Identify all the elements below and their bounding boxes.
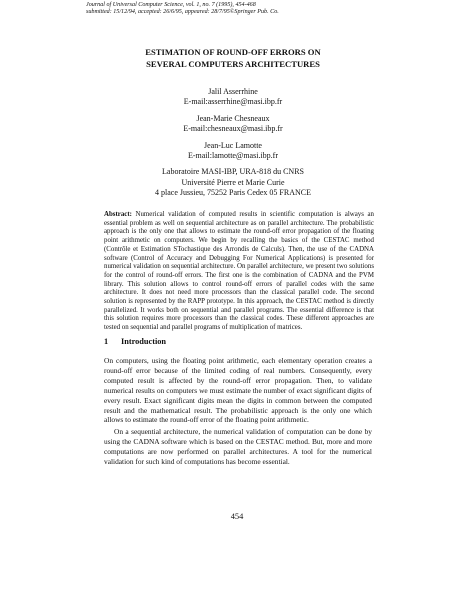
author-entry (80, 87, 386, 108)
submission-dates: submitted: 15/12/94, accepted: 26/6/95, appeared: 28/7/95©Springer Pub. Co. (86, 9, 279, 16)
author-name: Jean-Luc Lamotte (204, 140, 262, 150)
affiliation-lab: Laboratoire MASI-IBP, URA-818 du CNRS (162, 167, 304, 177)
section-number: 1 (104, 337, 109, 346)
author-email: E-mail:asserrhine@masi.ibp.fr (183, 97, 283, 107)
affiliation-address: 4 place Jussieu, 75252 Paris Cedex 05 FRANCE (155, 188, 311, 198)
author-name: Jalil Asserrhine (208, 87, 258, 96)
body-text (104, 356, 372, 467)
section-heading (104, 337, 166, 346)
page-number: 454 (230, 512, 244, 521)
paragraph: On a sequential architecture, the numerical validation of computation can be done by using the CADNA software which is based on the CESTAC method. But, more and more computations are now performed on parallel architectures. A tool for the numerical validation for such kind of computations has become essential. (104, 427, 372, 467)
author-email: E-mail:chesneaux@masi.ibp.fr (183, 124, 283, 134)
author-block (80, 87, 386, 199)
author-email: E-mail:lamotte@masi.ibp.fr (187, 151, 278, 161)
affiliation (80, 167, 386, 198)
abstract-label: Abstract: (104, 211, 132, 218)
abstract-text: Numerical validation of computed results in scientific computation is always an essential problem as well on sequential architecture as on parallel architecture. The probabilistic approach is the only one that allows to estimate the round-off error propagation of the floating point arithmetic on computers. We begin by recalling the basics of the CESTAC method (Contrôle et Estimation STochastique des Arrondis de Calculs). Then, the use of the CADNA software (Control of Accuracy and Debugging For Numerical Applications) is presented for numerical validation on sequential architecture. On parallel architecture, we present two solutions for the control of round-off errors. The first one is the combination of CADNA and the PVM library. This solution allows to control round-off errors of parallel codes with the same architecture. It does not need more processors than the classical parallel code. The second solution is represented by the RAPP prototype. In this approach, the CESTAC method is directly parallelized. It works both on sequential and parallel programs. The essential difference is that this solution requires more processors than the classical codes. These different approaches are tested on sequential and parallel programs of multiplication of matrices. (104, 211, 374, 332)
author-entry (80, 114, 386, 135)
author-name: Jean-Marie Chesneaux (196, 113, 270, 123)
affiliation-university: Université Pierre et Marie Curie (181, 177, 285, 187)
title-line-2: SEVERAL COMPUTERS ARCHITECTURES (146, 59, 320, 69)
author-entry (80, 141, 386, 162)
journal-header (86, 2, 279, 17)
abstract (104, 211, 374, 333)
title-line-1: ESTIMATION OF ROUND-OFF ERRORS ON (145, 47, 321, 57)
section-title: Introduction (121, 337, 167, 346)
paragraph: On computers, using the floating point arithmetic, each elementary operation creates a round-off error because of the limited coding of real numbers. Consequently, every computed result is affected by the round-off error propagation. Then, to validate numerical results on computers we must estimate the number of exact significant digits of every result. Exact significant digits mean the digits in common between the computed result and the mathematical result. The probabilistic approach is the only one which allows to estimate the round-off error of the floating point arithmetic. (104, 356, 372, 425)
paper-title (80, 46, 386, 70)
journal-citation: Journal of Universal Computer Science, vol. 1, no. 7 (1995), 454-468 (86, 2, 256, 8)
